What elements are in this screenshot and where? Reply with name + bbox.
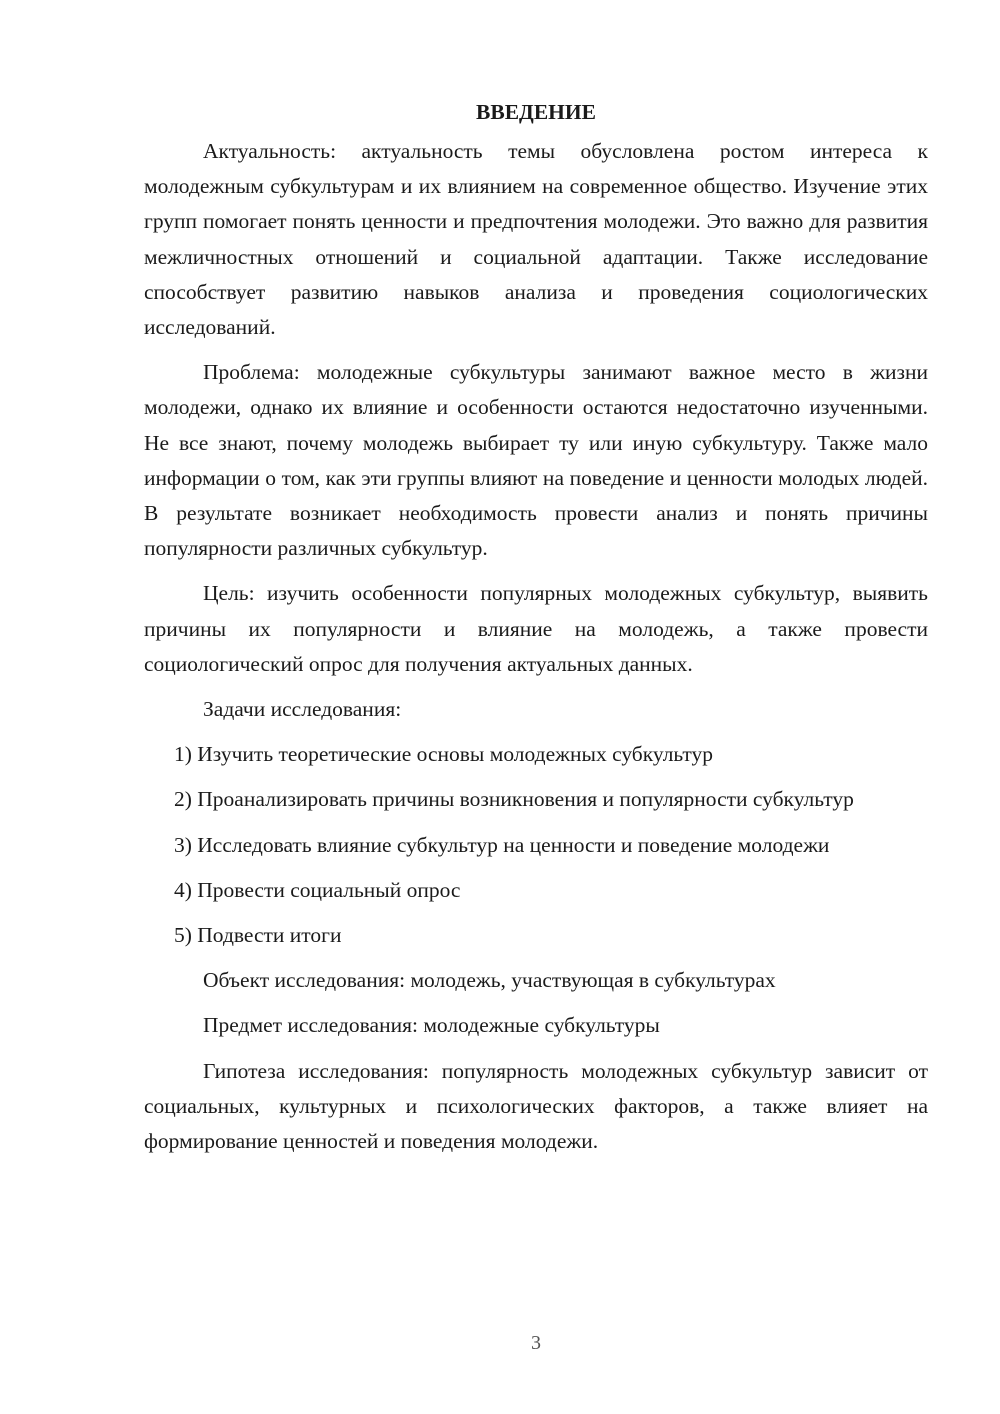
page-number: 3 bbox=[531, 1332, 541, 1354]
relevance-paragraph: Актуальность: актуальность темы обусловлена ростом интереса к молодежным субкультурам и их влиянием на современное общество. Изучение этих групп помогает понять ценности и предпочтения молодежи. Это важно для развития межличностных отношений и социальной адаптации. Также исследование способствует развитию навыков анализа и проведения социологических исследований. bbox=[144, 139, 928, 340]
task-item: 3) Исследовать влияние субкультур на ценности и поведение молодежи bbox=[174, 832, 830, 857]
research-subject: Предмет исследования: молодежные субкультуры bbox=[203, 1013, 660, 1038]
document-page bbox=[144, 95, 928, 1169]
goal-paragraph: Цель: изучить особенности популярных молодежных субкультур, выявить причины их популярности и влияние на молодежь, а также провести социологический опрос для получения актуальных данных. bbox=[144, 581, 928, 676]
task-item: 4) Провести социальный опрос bbox=[174, 877, 461, 902]
task-item: 1) Изучить теоретические основы молодежных субкультур bbox=[174, 742, 714, 767]
tasks-heading: Задачи исследования: bbox=[203, 697, 402, 722]
research-object: Объект исследования: молодежь, участвующая в субкультурах bbox=[203, 968, 776, 993]
page-title: ВВЕДЕНИЕ bbox=[476, 100, 596, 124]
task-item: 2) Проанализировать причины возникновения и популярности субкультур bbox=[174, 787, 854, 812]
research-hypothesis: Гипотеза исследования: популярность молодежных субкультур зависит от социальных, культурных и психологических факторов, а также влияет на формирование ценностей и поведения молодежи. bbox=[144, 1058, 928, 1154]
task-item: 5) Подвести итоги bbox=[174, 923, 342, 948]
problem-paragraph: Проблема: молодежные субкультуры занимают важное место в жизни молодежи, однако их влияние и особенности остаются недостаточно изученными. Не все знают, почему молодежь выбирает ту или иную субкультуру. Также мало информации о том, как эти группы влияют на поведение и ценности молодых людей. В результате возникает необходимость провести анализ и понять причины популярности различных субкультур. bbox=[144, 360, 928, 561]
